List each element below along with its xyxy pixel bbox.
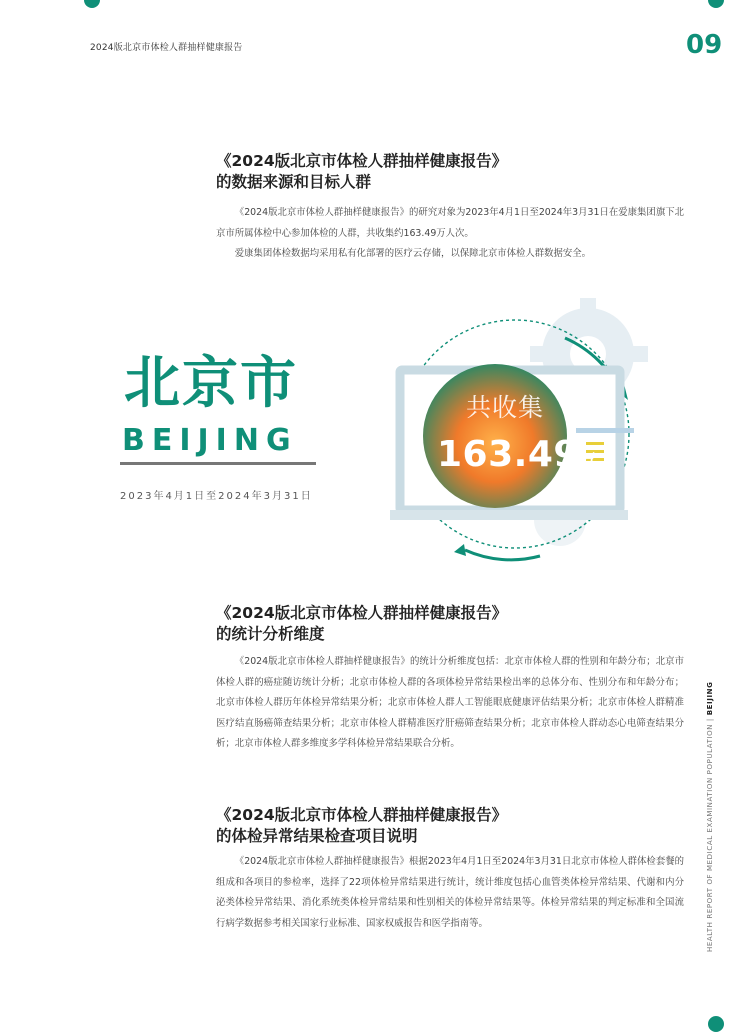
collect-unit: 万 (578, 451, 597, 471)
section2-title (216, 603, 686, 645)
section3-title-line1: 《2024版北京市体检人群抽样健康报告》 (216, 806, 508, 824)
city-underline (120, 462, 316, 465)
side-label-text: HEALTH REPORT OF MEDICAL EXAMINATION POPULATION (706, 723, 714, 952)
side-running-label (706, 682, 714, 952)
section2-paragraph-1: 《2024版北京市体检人群抽样健康报告》的统计分析维度包括：北京市体检人群的性别和年龄分布；北京市体检人群的癌症随访统计分析；北京市体检人群的各项体检异常结果检出率的总体分布、性别分布和年龄分布；北京市体检人群历年体检异常结果分析；北京市体检人群人工智能眼底健康评估结果分析；北京市体检人群精准医疗结直肠癌筛查结果分析；北京市体检人群精准医疗肝癌筛查结果分析；北京市体检人群动态心电筛查结果分析；北京市体检人群多维度多学科体检异常结果联合分析。 (216, 656, 684, 749)
side-label-city: BEIJING (706, 681, 714, 716)
section2-title-line2: 的统计分析维度 (216, 625, 325, 643)
running-header: 2024版北京市体检人群抽样健康报告 (90, 43, 243, 53)
orbit-arrow-bottom-left (465, 550, 540, 560)
city-name-cn: 北京市 (124, 351, 298, 416)
section2-body (216, 652, 684, 755)
collect-number: 163.49 (437, 434, 579, 475)
section1-paragraph-2: 爱康集团体检数据均采用私有化部署的医疗云存储，以保障北京市体检人群数据安全。 (234, 248, 592, 259)
corner-dot-bottom-right (708, 1016, 724, 1032)
section3-title-line2: 的体检异常结果检查项目说明 (216, 827, 418, 845)
section3-title (216, 805, 686, 847)
corner-dot-top-right (708, 0, 724, 8)
section3-body (216, 852, 684, 934)
collect-label: 共收集 (466, 393, 545, 422)
section1-paragraph-1: 《2024版北京市体检人群抽样健康报告》的研究对象为2023年4月1日至2024年3月31日在爱康集团旗下北京市所属体检中心参加体检的人群，共收集约163.49万人次。 (216, 207, 684, 239)
collect-value (437, 434, 596, 475)
section2-title-line1: 《2024版北京市体检人群抽样健康报告》 (216, 604, 508, 622)
page-number: 09 (686, 30, 723, 60)
side-label-separator: | (706, 718, 714, 722)
section3-paragraph-1: 《2024版北京市体检人群抽样健康报告》根据2023年4月1日至2024年3月31日北京市体检人群体检套餐的组成和各项目的参检率，选择了22项体检异常结果进行统计，统计维度包括心血管类体检异常结果、代谢和内分泌类体检异常结果、消化系统类体检异常结果和性别相关的体检异常结果等。体检异常结果的判定标准和全国流行病学数据参考相关国家行业标准、国家权威报告和医学指南等。 (216, 856, 684, 929)
corner-dot-top-left (84, 0, 100, 8)
section1-title-line1: 《2024版北京市体检人群抽样健康报告》 (216, 152, 508, 170)
city-name-en: BEIJING (122, 423, 298, 458)
section1-title-line2: 的数据来源和目标人群 (216, 173, 372, 191)
section1-title (216, 151, 686, 193)
section1-body (216, 203, 684, 265)
date-range: 2023年4月1日至2024年3月31日 (120, 491, 313, 502)
